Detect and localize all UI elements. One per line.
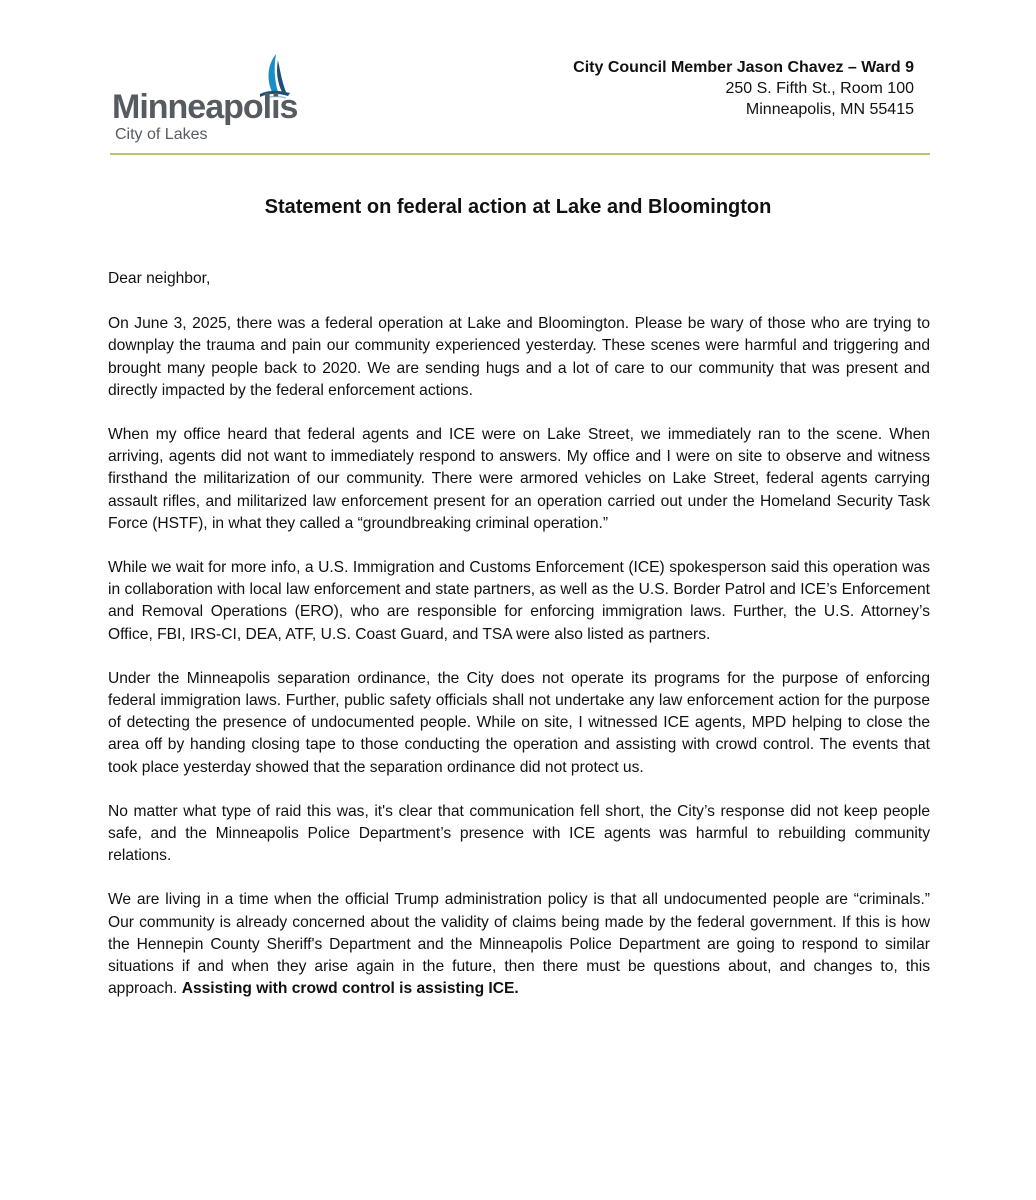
- body-paragraph: On June 3, 2025, there was a federal operation at Lake and Bloomington. Please be wary of those who are trying to downplay the trauma and pain our community experienced yesterday. These scenes were harmful and triggering and brought many people back to 2020. We are sending hugs and a lot of care to our community that was present and directly impacted by the federal enforcement actions.: [108, 315, 930, 399]
- header-divider: [110, 153, 930, 155]
- salutation: Dear neighbor,: [108, 270, 211, 287]
- body-paragraph: Under the Minneapolis separation ordinance, the City does not operate its programs for the purpose of enforcing federal immigration laws. Further, public safety officials shall not undertake any law enforcement action for the purpose of detecting the presence of undocumented people. While on site, I witnessed ICE agents, MPD helping to close the area off by handing closing tape to those conducting the operation and assisting with crowd control. The events that took place yesterday showed that the separation ordinance did not protect us.: [108, 669, 930, 776]
- closing-emphasis: Assisting with crowd control is assisting ICE.: [181, 980, 519, 998]
- closing-text: We are living in a time when the official Trump administration policy is that all undocumented people are “criminals.” Our community is already concerned about the validity of claims being made by the federal government. If this is how the Hennepin County Sheriff's Department and the Minneapolis Police Department are going to respond to similar situations if and when they arise again in the future, then there must be questions about, and changes to, this approach.: [108, 891, 930, 998]
- city-wordmark: Minneapolis: [112, 88, 298, 126]
- body-paragraph: When my office heard that federal agents and ICE were on Lake Street, we immediately ran to the scene. When arriving, agents did not want to immediately respond to answers. My office and I were on site to observe and witness firsthand the militarization of our community. There were armored vehicles on Lake Street, federal agents carrying assault rifles, and militarized law enforcement present for an operation carried out under the Homeland Security Task Force (HSTF), in what they called a “groundbreaking criminal operation.”: [108, 426, 930, 532]
- city-state-zip: Minneapolis, MN 55415: [745, 101, 914, 118]
- street-address: 250 S. Fifth St., Room 100: [725, 80, 914, 97]
- letter-body: [108, 268, 930, 1022]
- body-paragraph: No matter what type of raid this was, it's clear that communication fell short, the City’s response did not keep people safe, and the Minneapolis Police Department’s presence with ICE agents was harmful to rebuilding community relations.: [108, 802, 930, 865]
- city-logo: [112, 52, 312, 147]
- body-paragraph: While we wait for more info, a U.S. Immigration and Customs Enforcement (ICE) spokesperson said this operation was in collaboration with local law enforcement and state partners, as well as the U.S. Border Patrol and ICE’s Enforcement and Removal Operations (ERO), who are responsible for enforcing immigration laws. Further, the U.S. Attorney’s Office, FBI, IRS-CI, DEA, ATF, U.S. Coast Guard, and TSA were also listed as partners.: [108, 559, 930, 643]
- statement-title: Statement on federal action at Lake and Bloomington: [264, 196, 772, 218]
- sender-address: [573, 57, 914, 120]
- council-member-name: City Council Member Jason Chavez – Ward 9: [573, 59, 914, 76]
- closing-paragraph: [108, 889, 930, 1000]
- city-tagline: City of Lakes: [115, 126, 208, 143]
